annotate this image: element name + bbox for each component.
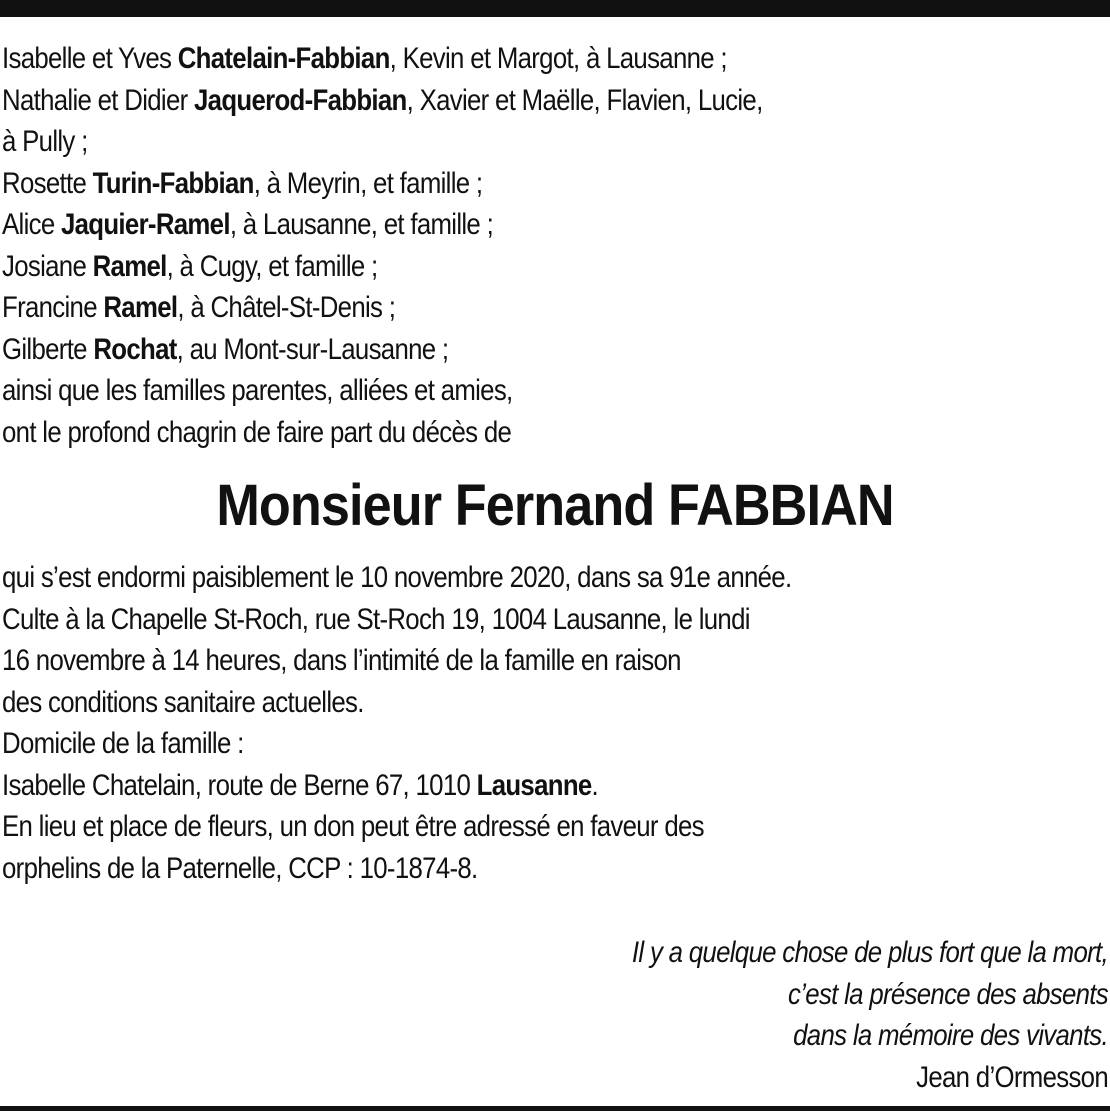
text-segment: Domicile de la famille : (2, 727, 244, 760)
top-rule (0, 0, 1110, 17)
text-segment: , Kevin et Margot, à Lausanne ; (389, 42, 727, 75)
text-segment: Rosette (2, 166, 93, 200)
quote-author: Jean d’Ormesson (916, 1060, 1108, 1094)
quote-line: Il y a quelque chose de plus fort que la mort, (631, 936, 1108, 969)
notice-details (2, 557, 1108, 889)
detail-line (2, 640, 953, 682)
text-segment: , à Châtel-St-Denis ; (177, 291, 396, 324)
family-line (2, 246, 953, 288)
text-segment: ainsi que les familles parentes, alliées et amies, (2, 374, 513, 407)
text-segment: Francine (2, 291, 104, 324)
text-segment: ont le profond chagrin de faire part du décès de (2, 415, 512, 449)
family-line (2, 329, 953, 371)
family-surname: Ramel (92, 249, 167, 283)
detail-line (2, 848, 953, 890)
text-segment: orphelins de la Paternelle, CCP : 10-1874-8. (2, 851, 478, 885)
family-line (2, 121, 953, 163)
text-segment: En lieu et place de fleurs, un don peut être adressé en faveur des (2, 810, 704, 843)
detail-line (2, 723, 953, 765)
family-surname: Turin-Fabbian (92, 166, 254, 200)
detail-line (2, 557, 953, 599)
bottom-rule (0, 1106, 1110, 1111)
text-segment: , à Cugy, et famille ; (166, 249, 378, 283)
bold-segment: Lausanne (476, 768, 592, 802)
memorial-quote (2, 932, 1108, 1098)
family-line (2, 370, 953, 412)
text-segment: 16 novembre à 14 heures, dans l’intimité de la famille en raison (2, 644, 681, 677)
text-segment: , Xavier et Maëlle, Flavien, Lucie, (406, 83, 763, 117)
family-surname: Ramel (103, 291, 178, 324)
obituary-notice (2, 38, 1108, 1098)
text-segment: Nathalie et Didier (2, 83, 194, 117)
text-segment: , à Lausanne, et famille ; (229, 208, 494, 241)
text-segment: Alice (2, 208, 61, 241)
text-segment: Isabelle Chatelain, route de Berne 67, 1010 (2, 768, 477, 802)
text-segment: . (591, 768, 599, 802)
text-segment: Isabelle et Yves (2, 42, 178, 75)
family-surname: Jaquerod-Fabbian (193, 83, 407, 117)
text-segment: à Pully ; (2, 125, 88, 158)
text-segment: des conditions sanitaire actuelles. (2, 685, 364, 719)
text-segment: , au Mont-sur-Lausanne ; (176, 332, 449, 366)
deceased-name-heading: Monsieur Fernand FABBIAN (216, 473, 894, 538)
detail-line (2, 682, 953, 724)
family-surname: Jaquier-Ramel (60, 208, 230, 241)
family-surname: Chatelain-Fabbian (177, 42, 390, 75)
text-segment: qui s’est endormi paisiblement le 10 novembre 2020, dans sa 91e année. (2, 561, 792, 594)
detail-line (2, 599, 953, 641)
text-segment: , à Meyrin, et famille ; (253, 166, 483, 200)
text-segment: Culte à la Chapelle St-Roch, rue St-Roch 19, 1004 Lausanne, le lundi (2, 602, 750, 636)
family-line (2, 204, 953, 246)
family-line (2, 163, 953, 205)
family-surname: Rochat (93, 332, 177, 366)
detail-line (2, 765, 953, 807)
family-line (2, 38, 953, 80)
quote-line: c’est la présence des absents (788, 977, 1108, 1011)
family-line (2, 412, 953, 454)
text-segment: Josiane (2, 249, 93, 283)
text-segment: Gilberte (2, 332, 94, 366)
family-list (2, 38, 1108, 453)
family-line (2, 287, 953, 329)
family-line (2, 80, 953, 122)
detail-line (2, 806, 953, 848)
quote-line: dans la mémoire des vivants. (793, 1019, 1108, 1052)
